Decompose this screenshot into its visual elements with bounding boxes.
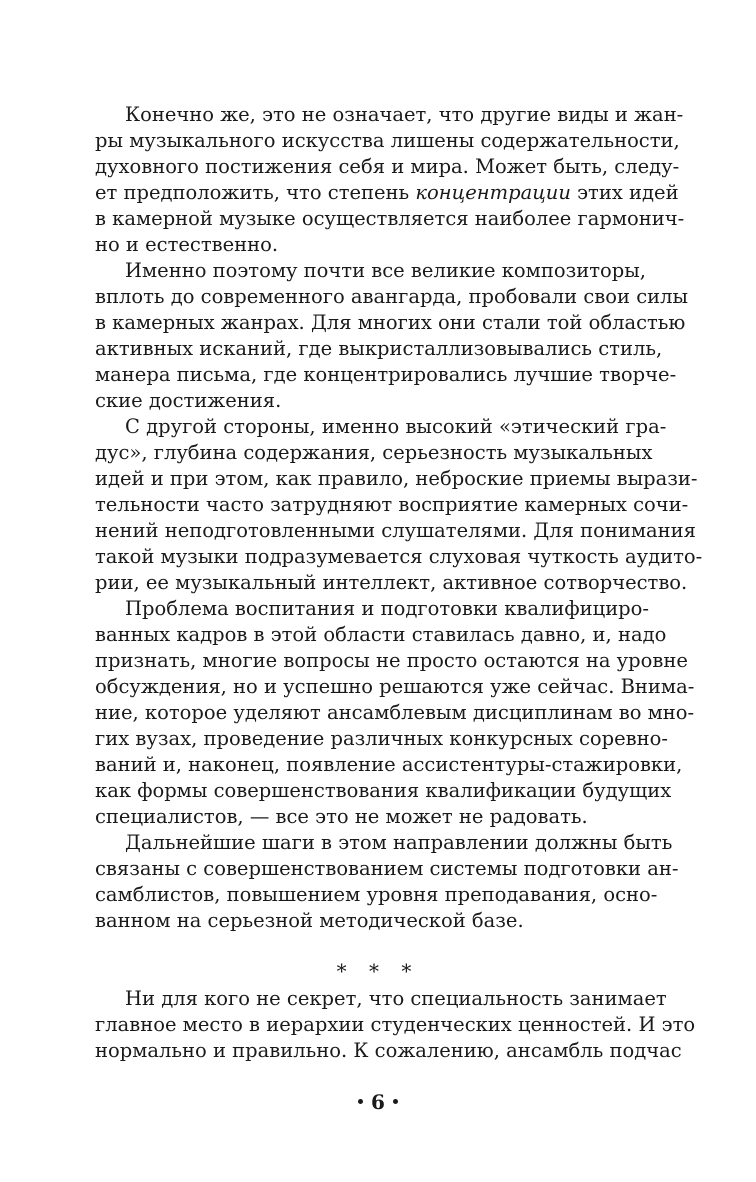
paragraph-2-line-1: Именно поэтому почти все великие композиторы, — [125, 259, 646, 282]
paragraph-2-line-5: манера письма, где концентрировались лучшие творче- — [95, 363, 677, 386]
paragraph-4-line-2: ванных кадров в этой области ставилась давно, и, надо — [95, 623, 667, 646]
paragraph-1-line-2: ры музыкального искусства лишены содержательности, — [95, 129, 680, 152]
paragraph-3-line-6: такой музыки подразумевается слуховая чуткость аудито- — [95, 545, 703, 568]
paragraph-4-line-5: ние, которое уделяют ансамблевым дисциплинам во мно- — [95, 701, 695, 724]
paragraph-1-line-4 — [95, 180, 679, 206]
paragraph-1-line-5: в камерной музыке осуществляется наиболее гармонич- — [95, 207, 685, 230]
italic-word-concentration: концентрации — [415, 181, 571, 204]
paragraph-2-line-2: вплоть до современного авангарда, пробовали свои силы — [95, 285, 689, 308]
paragraph-3-line-3: идей и при этом, как правило, неброские приемы вырази- — [95, 467, 698, 490]
paragraph-3-line-5: нений неподготовленными слушателями. Для понимания — [95, 519, 696, 542]
paragraph-3-line-7: рии, ее музыкальный интеллект, активное сотворчество. — [95, 571, 688, 594]
paragraph-5-line-4: ванном на серьезной методической базе. — [95, 909, 524, 932]
paragraph-3-line-4: тельности часто затрудняют восприятие камерных сочи- — [95, 493, 689, 516]
paragraph-4-line-4: обсуждения, но и успешно решаются уже сейчас. Внима- — [95, 675, 695, 698]
paragraph-1-line-3: духовного постижения себя и мира. Может быть, следу- — [95, 155, 680, 178]
paragraph-1-line-4-end: этих идей — [570, 181, 679, 204]
paragraph-4-line-9: специалистов, — все это не может не радовать. — [95, 805, 588, 828]
paragraph-2-line-3: в камерных жанрах. Для многих они стали той областью — [95, 311, 686, 334]
paragraph-1-line-1: Конечно же, это не означает, что другие виды и жан- — [125, 103, 684, 126]
paragraph-4-line-7: ваний и, наконец, появление ассистентуры-стажировки, — [95, 753, 683, 776]
bullet-left-icon — [358, 1099, 363, 1104]
paragraph-2-line-6: ские достижения. — [95, 389, 282, 412]
paragraph-5-line-1: Дальнейшие шаги в этом направлении должны быть — [125, 831, 673, 854]
paragraph-5-line-3: самблистов, повышением уровня преподавания, осно- — [95, 883, 658, 906]
paragraph-4-line-8: как формы совершенствования квалификации будущих — [95, 779, 672, 802]
paragraph-4-line-3: признать, многие вопросы не просто остаются на уровне — [95, 649, 688, 672]
paragraph-1-line-6: но и естественно. — [95, 233, 279, 256]
bullet-right-icon — [393, 1099, 398, 1104]
paragraph-1-line-4-start: ет предположить, что степень — [95, 181, 416, 204]
paragraph-3-line-1: С другой стороны, именно высокий «этический гра- — [125, 415, 667, 438]
page-number: 6 — [371, 1090, 385, 1114]
paragraph-4-line-1: Проблема воспитания и подготовки квалифициро- — [125, 597, 649, 620]
paragraph-4-line-6: гих вузах, проведение различных конкурсных соревно- — [95, 727, 668, 750]
section-separator: * * * — [336, 959, 420, 983]
paragraph-5-line-2: связаны с совершенствованием системы подготовки ан- — [95, 857, 679, 880]
final-paragraph-line-1: Ни для кого не секрет, что специальность занимает — [125, 987, 667, 1010]
final-paragraph-line-3: нормально и правильно. К сожалению, ансамбль подчас — [95, 1039, 682, 1062]
paragraph-3-line-2: дус», глубина содержания, серьезность музыкальных — [95, 441, 653, 464]
paragraph-2-line-4: активных исканий, где выкристаллизовывались стиль, — [95, 337, 663, 360]
final-paragraph-line-2: главное место в иерархии студенческих ценностей. И это — [95, 1013, 696, 1036]
page-number-footer — [0, 1088, 756, 1116]
